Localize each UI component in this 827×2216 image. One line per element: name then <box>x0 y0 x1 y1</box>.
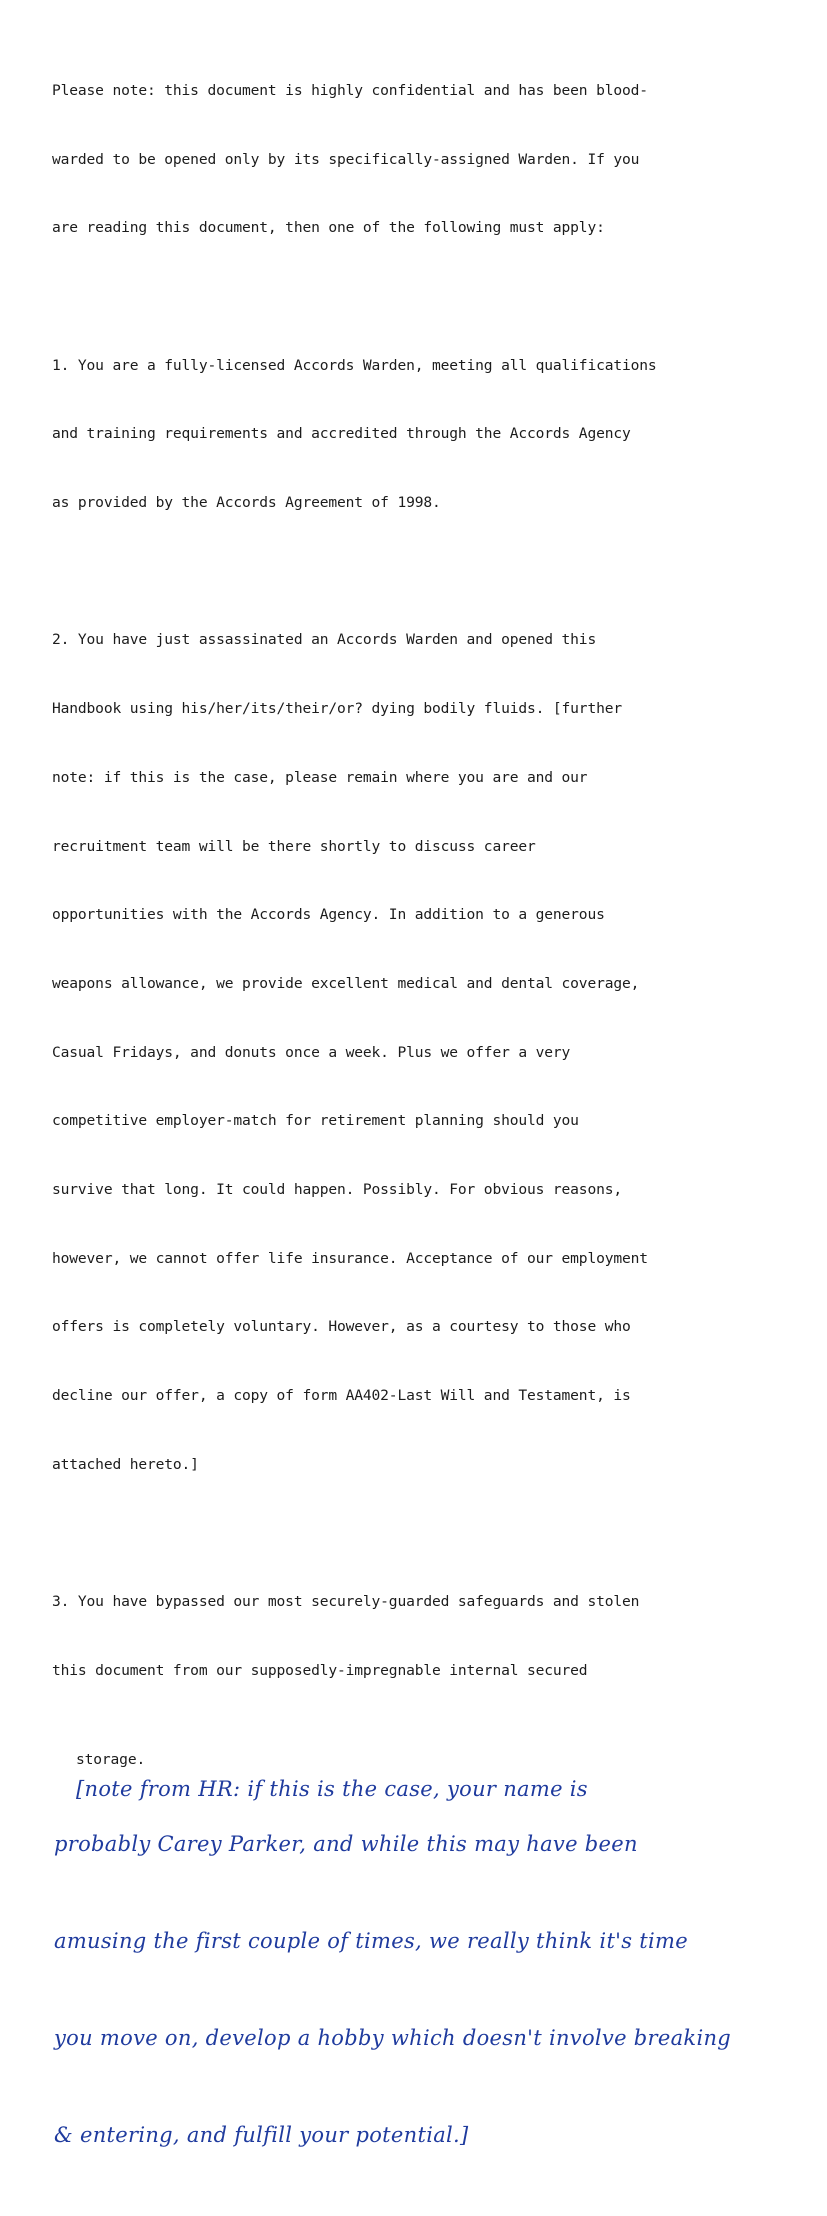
hr-note-handwritten-start: [note from HR: if this is the case, your name is <box>76 1776 588 1801</box>
item-1-line: as provided by the Accords Agreement of 1998. <box>52 494 441 512</box>
item-3-mixed-line <box>52 1731 783 1801</box>
item-2-line: decline our offer, a copy of form AA402-Last Will and Testament, is <box>52 1387 631 1405</box>
item-2-line: however, we cannot offer life insurance. Acceptance of our employment <box>52 1249 648 1267</box>
item-2-line: competitive employer-match for retirement planning should you <box>52 1112 579 1130</box>
item-2-line: offers is completely voluntary. However, as a courtesy to those who <box>52 1318 631 1336</box>
item-2-line: Handbook using his/her/its/their/or? dying bodily fluids. [further <box>52 700 622 718</box>
item-2-line: survive that long. It could happen. Possibly. For obvious reasons, <box>52 1181 622 1199</box>
intro-line: Please note: this document is highly confidential and has been blood- <box>52 81 648 99</box>
hr-note-line: & entering, and fulfill your potential.] <box>54 2122 469 2147</box>
item-1-line: and training requirements and accredited through the Accords Agency <box>52 425 631 443</box>
item-3-line: this document from our supposedly-impregnable internal secured <box>52 1661 588 1679</box>
item-3-paragraph <box>52 1545 783 2215</box>
item-2-line: attached hereto.] <box>52 1455 199 1473</box>
hr-note-handwritten <box>52 1764 783 2216</box>
item-2-line: weapons allowance, we provide excellent medical and dental coverage, <box>52 974 640 992</box>
hr-note-line: probably Carey Parker, and while this may have been <box>54 1831 638 1856</box>
item-2-line: Casual Fridays, and donuts once a week. Plus we offer a very <box>52 1043 571 1061</box>
item-3-typed-end: storage. <box>76 1750 146 1768</box>
intro-line: warded to be opened only by its specifically-assigned Warden. If you <box>52 150 640 168</box>
item-2-line: 2. You have just assassinated an Accords Warden and opened this <box>52 631 597 649</box>
intro-line: are reading this document, then one of the following must apply: <box>52 219 605 237</box>
item-3-line: 3. You have bypassed our most securely-guarded safeguards and stolen <box>52 1593 640 1611</box>
item-2-line: opportunities with the Accords Agency. In addition to a generous <box>52 906 605 924</box>
item-2-line: note: if this is the case, please remain where you are and our <box>52 768 588 786</box>
item-2-paragraph <box>52 584 783 1523</box>
intro-paragraph <box>52 34 783 286</box>
hr-note-line: you move on, develop a hobby which doesn't involve breaking <box>54 2025 732 2050</box>
item-2-line: recruitment team will be there shortly to discuss career <box>52 837 536 855</box>
item-1-line: 1. You are a fully-licensed Accords Warden, meeting all qualifications <box>52 356 657 374</box>
item-1-paragraph <box>52 309 783 561</box>
hr-note-line: amusing the first couple of times, we really think it's time <box>54 1928 689 1953</box>
